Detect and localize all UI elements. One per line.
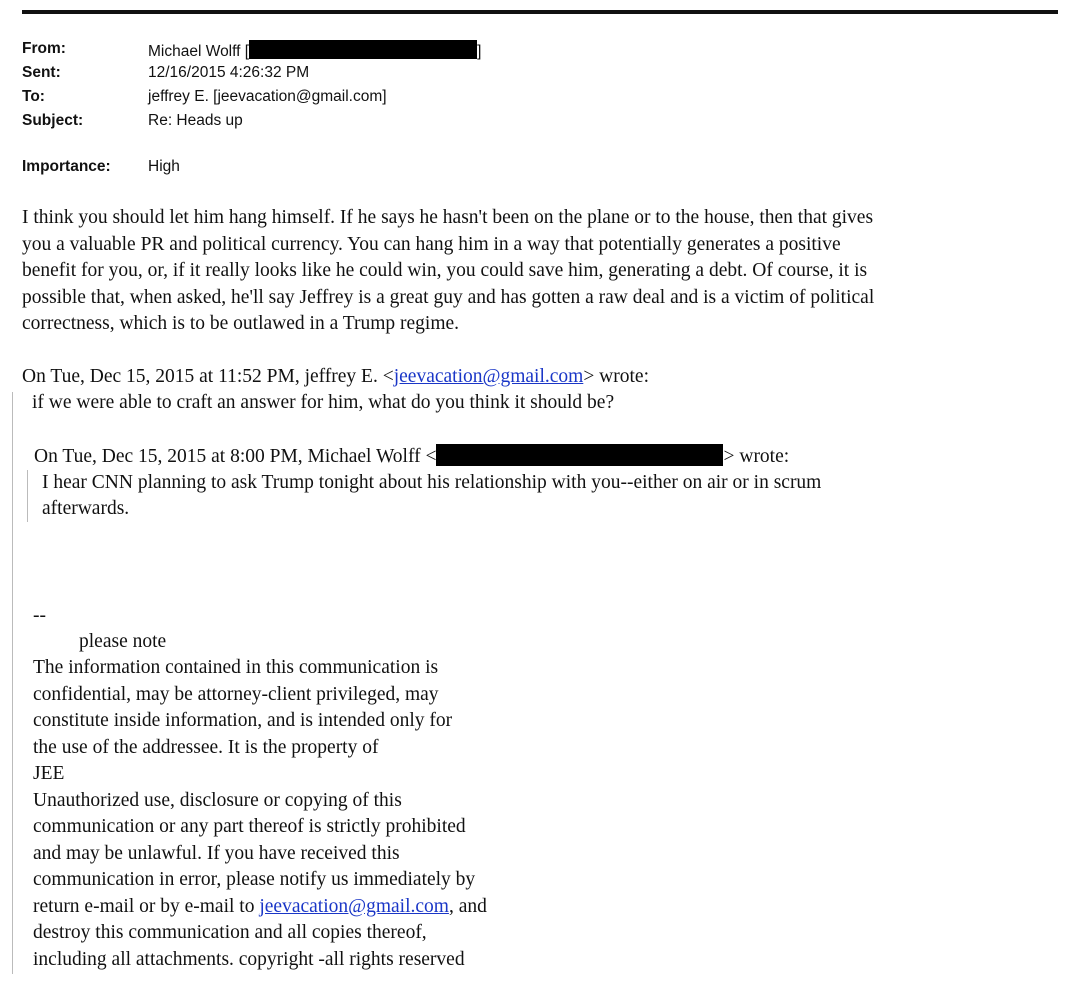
body-line: you a valuable PR and political currency. You can hang him in a way that potentially generates a positive <box>22 233 841 255</box>
quote1-attr-prefix: On Tue, Dec 15, 2015 at 11:52 PM, jeffrey E. < <box>22 366 394 387</box>
to-value: jeffrey E. [jeevacation@gmail.com] <box>148 88 387 105</box>
quote2-attr-suffix: > wrote: <box>723 446 790 467</box>
disclaimer-line: communication or any part thereof is strictly prohibited <box>33 816 466 837</box>
sent-value: 12/16/2015 4:26:32 PM <box>148 64 310 81</box>
quote2-line-1: I hear CNN planning to ask Trump tonight about his relationship with you--either on air or in scrum <box>42 472 822 493</box>
subject-label: Subject: <box>22 112 84 129</box>
signature-disclaimer <box>33 655 487 973</box>
disclaimer-line: and may be unlawful. If you have received this <box>33 842 400 864</box>
disclaimer-line: constitute inside information, and is intended only for <box>33 710 453 731</box>
redaction-block <box>249 40 477 59</box>
disclaimer-line: The information contained in this communication is <box>33 657 439 678</box>
body-line: I think you should let him hang himself. If he says he hasn't been on the plane or to the house, then that gives <box>22 207 874 228</box>
quote1-attr-suffix: > wrote: <box>583 366 650 387</box>
to-label: To: <box>22 88 45 105</box>
from-value <box>148 40 481 61</box>
quote1-email-link[interactable]: jeevacation@gmail.com <box>393 366 584 387</box>
disclaimer-line: confidential, may be attorney-client privileged, may <box>33 683 439 705</box>
sent-label: Sent: <box>22 64 61 81</box>
quote1-text: if we were able to craft an answer for him, what do you think it should be? <box>32 392 615 413</box>
quote-bar-inner <box>27 470 28 522</box>
disclaimer-line: Unauthorized use, disclosure or copying of this <box>33 789 402 811</box>
importance-value: High <box>148 158 180 175</box>
disclaimer-email-link[interactable]: jeevacation@gmail.com <box>259 895 449 917</box>
body-line: correctness, which is to be outlawed in a Trump regime. <box>22 313 460 334</box>
quote2-attr-prefix: On Tue, Dec 15, 2015 at 8:00 PM, Michael Wolff < <box>34 446 437 467</box>
disclaimer-email-prefix: return e-mail or by e-mail to <box>33 895 260 917</box>
quote-bar-outer <box>12 392 13 974</box>
quote2-attribution <box>34 444 789 471</box>
subject-value: Re: Heads up <box>148 112 243 129</box>
quote2-line-2: afterwards. <box>42 498 130 519</box>
from-name: Michael Wolff [ <box>148 43 250 60</box>
disclaimer-line: destroy this communication and all copies thereof, <box>33 922 427 943</box>
signature-dashes: -- <box>33 605 46 626</box>
body-line: benefit for you, or, if it really looks like he could win, you could save him, generating a debt. Of course, it is <box>22 260 868 281</box>
disclaimer-line: JEE <box>33 763 65 784</box>
importance-label: Importance: <box>22 158 111 175</box>
body-line: possible that, when asked, he'll say Jeffrey is a great guy and has gotten a raw deal and is a victim of political <box>22 286 875 308</box>
message-body <box>22 205 874 338</box>
from-label: From: <box>22 40 66 57</box>
quote1-attribution <box>22 364 649 391</box>
from-close-bracket: ] <box>477 43 482 60</box>
disclaimer-line: communication in error, please notify us immediately by <box>33 869 476 890</box>
disclaimer-email-line <box>33 894 487 921</box>
disclaimer-line: the use of the addressee. It is the property of <box>33 736 379 758</box>
disclaimer-line: including all attachments. copyright -all rights reserved <box>33 948 465 970</box>
disclaimer-email-suffix: , and <box>448 895 487 917</box>
signature-note: please note <box>79 631 167 652</box>
redaction-block <box>436 444 723 466</box>
top-divider-rule <box>22 10 1058 14</box>
